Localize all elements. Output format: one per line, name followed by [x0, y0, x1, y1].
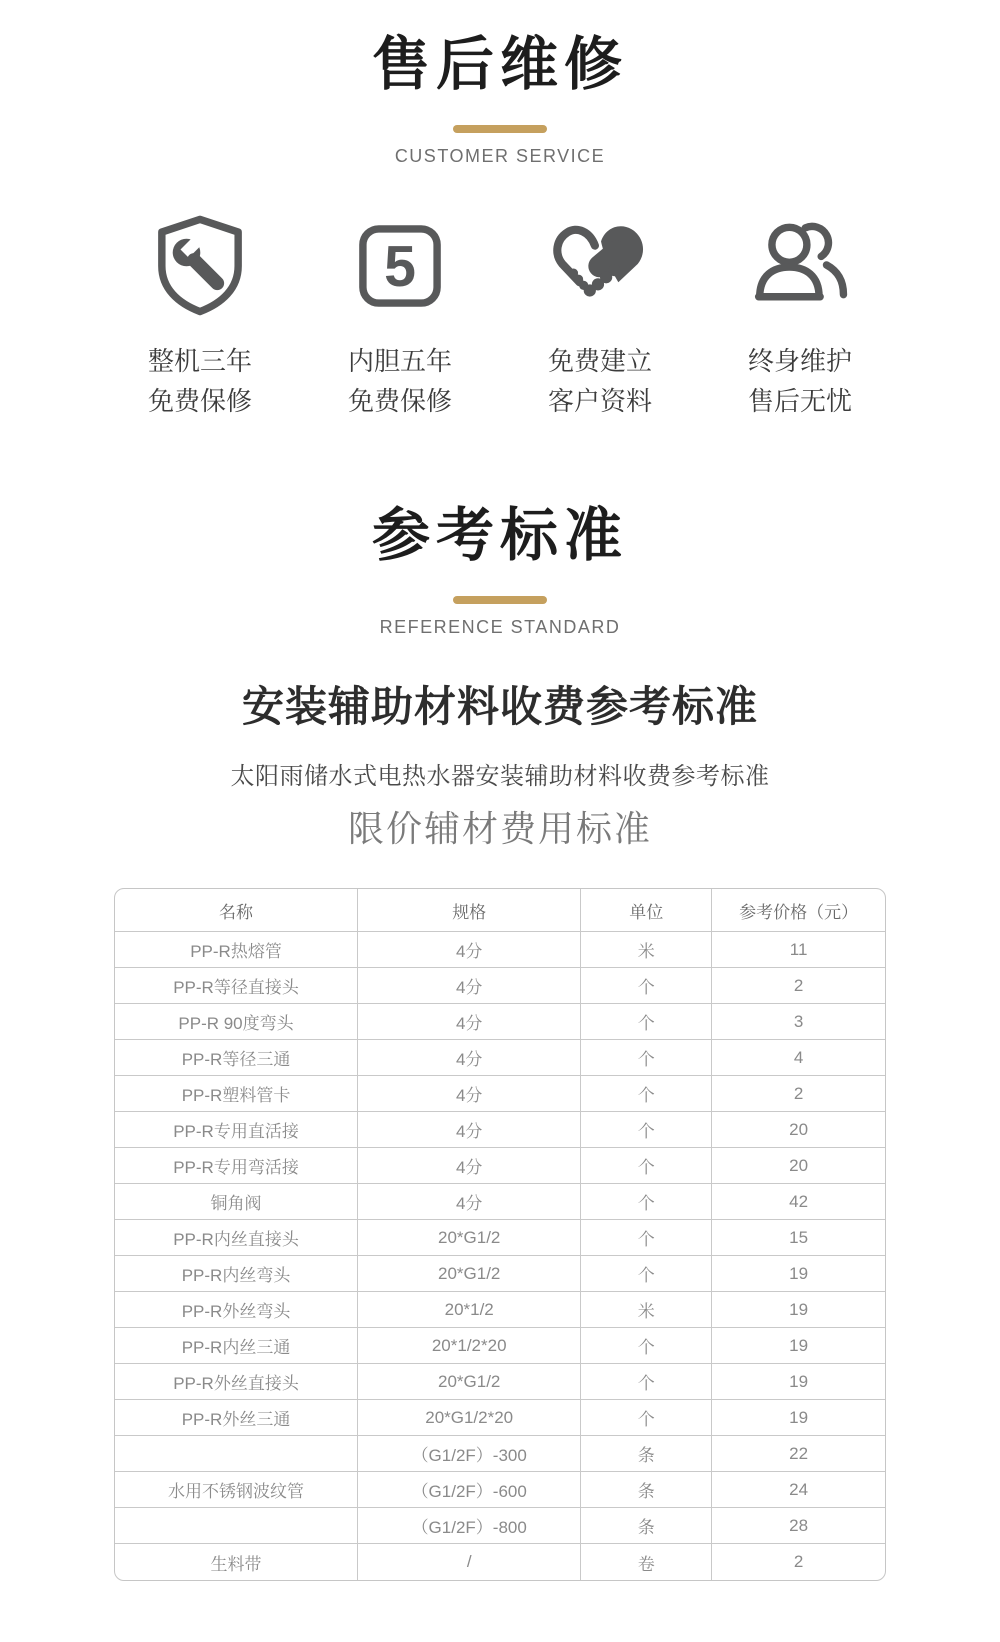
table-cell: 22	[712, 1436, 885, 1472]
table-title: 限价辅材费用标准	[347, 807, 652, 849]
feature-label-line1: 内胆五年	[347, 345, 452, 376]
table-cell: 个	[581, 1328, 712, 1364]
table-cell: 4分	[358, 1184, 581, 1220]
feature-whole-machine-warranty	[100, 213, 300, 422]
table-row	[115, 1256, 885, 1292]
feature-label	[748, 341, 852, 422]
table-row	[115, 1076, 885, 1112]
table-cell: PP-R热熔管	[115, 932, 358, 968]
reference-heading: 安装辅助材料收费参考标准	[241, 682, 758, 730]
table-cell: 20*1/2*20	[358, 1328, 581, 1364]
table-cell: PP-R外丝弯头	[115, 1292, 358, 1328]
table-cell: PP-R 90度弯头	[115, 1004, 358, 1040]
table-cell: 个	[581, 1004, 712, 1040]
table-row	[115, 1292, 885, 1328]
table-cell: 米	[581, 1292, 712, 1328]
table-cell: 19	[712, 1292, 885, 1328]
handshake-heart-icon	[547, 213, 653, 319]
table-cell: 20	[712, 1112, 885, 1148]
five-year-icon	[347, 213, 453, 319]
table-cell: 条	[581, 1508, 712, 1544]
section-reference-standard	[0, 501, 1000, 1581]
section-subtitle-en: REFERENCE STANDARD	[379, 616, 621, 637]
table-cell: （G1/2F）-300	[358, 1436, 581, 1472]
section-subtitle-en: CUSTOMER SERVICE	[394, 145, 606, 166]
table-cell: 4分	[358, 932, 581, 968]
feature-label-line2: 售后无忧	[747, 385, 852, 416]
table-row	[115, 1040, 885, 1076]
table-row	[115, 1400, 885, 1436]
table-cell: 个	[581, 1364, 712, 1400]
price-table	[115, 889, 885, 1580]
table-cell: PP-R专用直活接	[115, 1112, 358, 1148]
table-cell: 20*G1/2	[358, 1256, 581, 1292]
table-cell: 4分	[358, 1112, 581, 1148]
table-row	[115, 1004, 885, 1040]
five-badge-number: 5	[384, 234, 416, 299]
table-cell: 20	[712, 1148, 885, 1184]
price-table-body	[115, 932, 885, 1580]
table-cell: 11	[712, 932, 885, 968]
table-cell: 15	[712, 1220, 885, 1256]
table-cell: 个	[581, 1220, 712, 1256]
table-cell: 4分	[358, 1148, 581, 1184]
table-cell: 20*1/2	[358, 1292, 581, 1328]
table-cell: 20*G1/2	[358, 1364, 581, 1400]
table-cell: 20*G1/2	[358, 1220, 581, 1256]
table-cell: PP-R外丝直接头	[115, 1364, 358, 1400]
table-cell: /	[358, 1544, 581, 1580]
table-cell: 4分	[358, 1040, 581, 1076]
table-cell: 个	[581, 1184, 712, 1220]
table-row	[115, 1220, 885, 1256]
table-cell: 个	[581, 1148, 712, 1184]
gold-divider	[453, 596, 547, 604]
gold-divider	[453, 125, 547, 133]
table-row	[115, 1364, 885, 1400]
table-cell: 个	[581, 1112, 712, 1148]
table-cell: 个	[581, 1400, 712, 1436]
feature-label-line2: 免费保修	[347, 385, 452, 416]
feature-label	[348, 341, 452, 422]
table-cell: 个	[581, 968, 712, 1004]
section-title: 参考标准	[371, 503, 628, 569]
price-table-wrapper	[114, 888, 886, 1581]
shield-wrench-icon	[147, 213, 253, 319]
table-cell: 铜角阀	[115, 1184, 358, 1220]
feature-lifetime-maintenance	[700, 213, 900, 422]
table-cell: 28	[712, 1508, 885, 1544]
table-cell: 米	[581, 932, 712, 968]
table-cell: PP-R等径直接头	[115, 968, 358, 1004]
feature-label	[548, 341, 652, 422]
column-header: 参考价格（元）	[739, 902, 859, 922]
feature-label-line2: 免费保修	[147, 385, 252, 416]
dual-users-icon	[747, 213, 853, 319]
table-cell: 生料带	[115, 1544, 358, 1580]
table-cell: 卷	[581, 1544, 712, 1580]
table-cell: PP-R塑料管卡	[115, 1076, 358, 1112]
table-row	[115, 1508, 885, 1544]
table-row	[115, 1148, 885, 1184]
table-cell: 条	[581, 1472, 712, 1508]
table-row	[115, 1436, 885, 1472]
feature-tank-warranty	[300, 213, 500, 422]
table-cell: 19	[712, 1400, 885, 1436]
feature-label-line1: 整机三年	[147, 345, 252, 376]
table-cell: 19	[712, 1328, 885, 1364]
table-cell: （G1/2F）-600	[358, 1472, 581, 1508]
table-cell: PP-R等径三通	[115, 1040, 358, 1076]
table-cell: 2	[712, 1076, 885, 1112]
feature-label-line1: 终身维护	[747, 345, 852, 376]
table-cell: 2	[712, 968, 885, 1004]
feature-label-line2: 客户资料	[547, 385, 652, 416]
table-cell: 个	[581, 1076, 712, 1112]
table-cell: 个	[581, 1256, 712, 1292]
table-row	[115, 1112, 885, 1148]
service-features-row	[0, 213, 1000, 422]
table-cell	[115, 1508, 358, 1544]
table-cell: PP-R专用弯活接	[115, 1148, 358, 1184]
table-row	[115, 1184, 885, 1220]
table-cell: 4	[712, 1040, 885, 1076]
table-cell	[115, 1436, 358, 1472]
table-row	[115, 968, 885, 1004]
table-cell: 19	[712, 1256, 885, 1292]
table-row	[115, 1544, 885, 1580]
section-title: 售后维修	[371, 32, 628, 97]
reference-subheading: 太阳雨储水式电热水器安装辅助材料收费参考标准	[230, 762, 770, 790]
table-cell: 3	[712, 1004, 885, 1040]
feature-label-line1: 免费建立	[547, 345, 652, 376]
table-cell: 4分	[358, 968, 581, 1004]
column-header: 单位	[581, 889, 712, 932]
table-cell: 4分	[358, 1076, 581, 1112]
table-cell: PP-R内丝三通	[115, 1328, 358, 1364]
table-row	[115, 932, 885, 968]
section-customer-service	[0, 30, 1000, 421]
table-cell: 24	[712, 1472, 885, 1508]
table-cell: 42	[712, 1184, 885, 1220]
table-cell: 19	[712, 1364, 885, 1400]
feature-customer-file	[500, 213, 700, 422]
table-row	[115, 1472, 885, 1508]
column-header: 名称	[115, 889, 358, 932]
table-row	[115, 1328, 885, 1364]
table-cell: 4分	[358, 1004, 581, 1040]
table-cell: PP-R内丝直接头	[115, 1220, 358, 1256]
table-cell: （G1/2F）-800	[358, 1508, 581, 1544]
table-cell: 条	[581, 1436, 712, 1472]
feature-label	[148, 341, 252, 422]
table-cell: 个	[581, 1040, 712, 1076]
table-cell: PP-R内丝弯头	[115, 1256, 358, 1292]
table-cell: 2	[712, 1544, 885, 1580]
table-cell: 20*G1/2*20	[358, 1400, 581, 1436]
table-cell: 水用不锈钢波纹管	[115, 1472, 358, 1508]
table-header-row	[115, 889, 885, 932]
column-header: 规格	[358, 889, 581, 932]
table-cell: PP-R外丝三通	[115, 1400, 358, 1436]
